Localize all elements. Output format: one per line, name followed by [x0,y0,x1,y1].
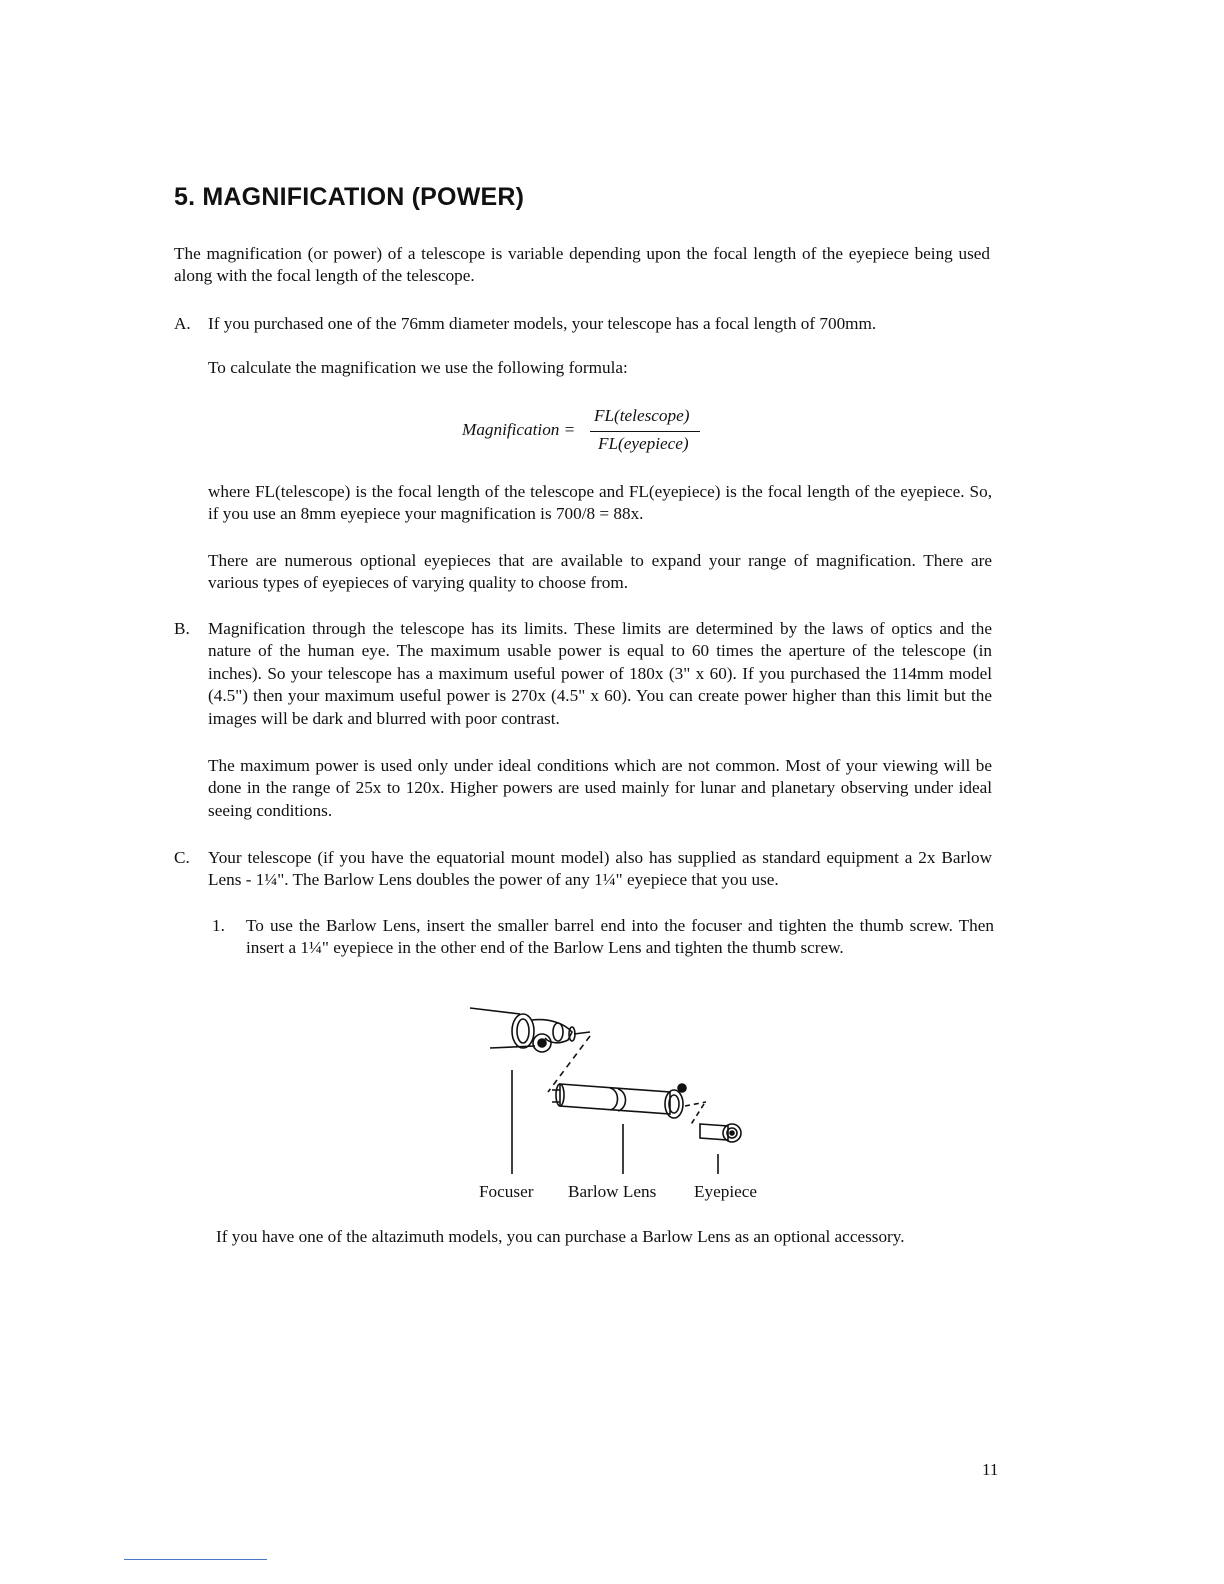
formula-denominator: FL(eyepiece) [598,434,689,453]
eyepiece-label: Eyepiece [694,1182,757,1201]
section-b-text: Magnification through the telescope has its limits. These limits are determined by the laws of optics and the nature of the human eye. The maximum usable power is equal to 60 times the aperture of the telescope (in inches). So your telescope has a maximum useful power of 180x (3" x 60). If you purchased the 114mm model (4.5") then your maximum useful power is 270x (4.5" x 60). You can create power higher than this limit but the images will be dark and blurred with poor contrast. [208,619,992,728]
where-paragraph: where FL(telescope) is the focal length of the telescope and FL(eyepiece) is the focal length of the eyepiece. So, if you use an 8mm eyepiece your magnification is 700/8 = 88x. [208,482,992,524]
focuser-drawing [470,1008,590,1052]
closing-paragraph: If you have one of the altazimuth models, you can purchase a Barlow Lens as an optional accessory. [216,1227,905,1246]
section-b-marker: B. [174,619,190,638]
section-a-text: If you purchased one of the 76mm diameter models, your telescope has a focal length of 700mm. [208,314,877,333]
barlow-lens-drawing [552,1084,706,1118]
section-c-marker: C. [174,848,190,867]
section-a-marker: A. [174,314,191,333]
formula-numerator: FL(telescope) [594,406,690,425]
bottom-rule [124,1559,267,1560]
step-1-text: To use the Barlow Lens, insert the smaller barrel end into the focuser and tighten the thumb screw. Then insert a 1¼" eyepiece in the other end of the Barlow Lens and tighten the thumb screw. [246,916,994,958]
focuser-label: Focuser [479,1182,534,1201]
formula-lhs: Magnification = [462,420,576,439]
fraction-bar [590,431,700,432]
intro-paragraph: The magnification (or power) of a telescope is variable depending upon the focal length of the eyepiece being used along with the focal length of the telescope. [174,244,990,286]
barlow-lens-diagram [460,996,780,1180]
page-title: 5. MAGNIFICATION (POWER) [174,183,525,211]
step-1-marker: 1. [212,916,225,935]
section-c-text: Your telescope (if you have the equatorial mount model) also has supplied as standard equipment a 2x Barlow Lens - 1¼". The Barlow Lens doubles the power of any 1¼" eyepiece that you use. [208,848,992,890]
eyepiece-drawing [700,1124,741,1142]
calc-intro: To calculate the magnification we use the following formula: [208,358,628,377]
barlow-lens-label: Barlow Lens [568,1182,657,1201]
page-number: 11 [982,1460,999,1479]
optional-eyepieces-paragraph: There are numerous optional eyepieces that are available to expand your range of magnification. There are various types of eyepieces of varying quality to choose from. [208,551,992,593]
section-b-text-2: The maximum power is used only under ideal conditions which are not common. Most of your viewing will be done in the range of 25x to 120x. Higher powers are used mainly for lunar and planetary observing under ideal seeing conditions. [208,756,992,820]
